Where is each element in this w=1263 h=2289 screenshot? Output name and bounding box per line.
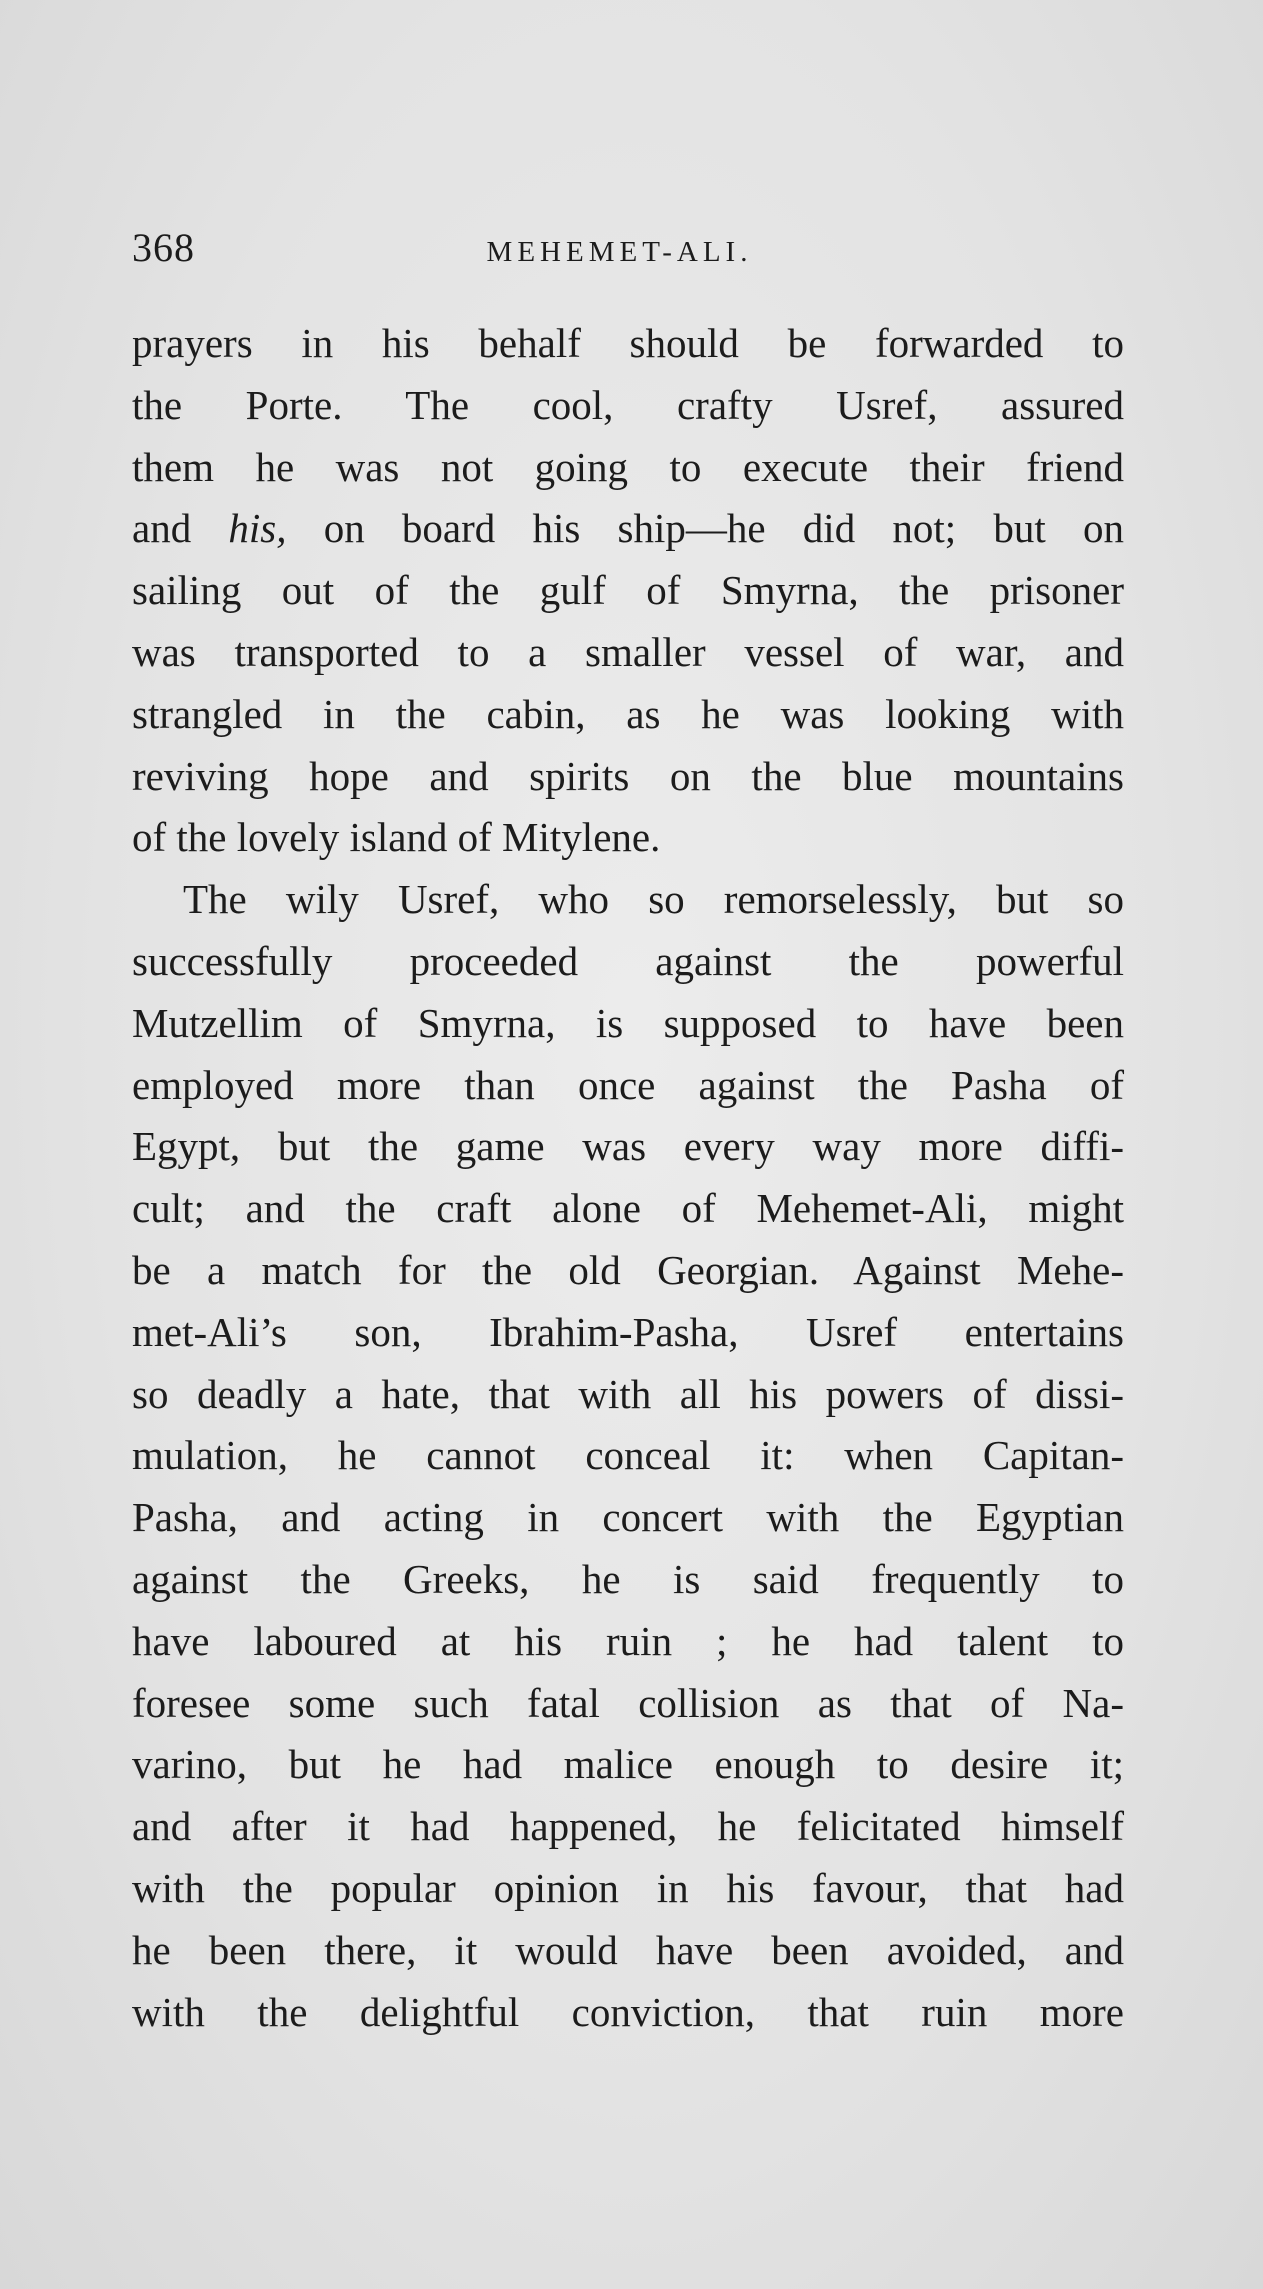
text-line: have laboured at his ruin ; he had talent to (132, 1617, 1124, 1664)
text-line: reviving hope and spirits on the blue mountains (132, 752, 1124, 799)
text-line: be a match for the old Georgian. Against Mehe- (132, 1246, 1124, 1293)
text-line: prayers in his behalf should be forwarded to (132, 320, 1124, 366)
page-number: 368 (132, 225, 195, 270)
text-line: and after it had happened, he felicitated himself (132, 1803, 1124, 1850)
text-line: sailing out of the gulf of Smyrna, the prisoner (132, 567, 1124, 614)
italic-word: his, (228, 505, 287, 552)
body-text (132, 313, 1124, 2043)
text-line: strangled in the cabin, as he was looking with (132, 690, 1124, 737)
text-line: foresee some such fatal collision as that of Na- (132, 1679, 1124, 1726)
text-line: them he was not going to execute their friend (132, 443, 1124, 490)
text-line: successfully proceeded against the powerful (132, 937, 1124, 984)
text-line: Egypt, but the game was every way more diffi- (132, 1123, 1124, 1170)
text-line: with the delightful conviction, that ruin more (132, 1988, 1124, 2035)
page-header (132, 218, 1122, 278)
text-line: varino, but he had malice enough to desire it; (132, 1741, 1124, 1788)
text-line: met-Ali’s son, Ibrahim-Pasha, Usref entertains (132, 1308, 1124, 1355)
text-segment: on board his ship—he did not; but on (286, 505, 1124, 552)
text-line: The wily Usref, who so remorselessly, but so (183, 876, 1124, 923)
text-line (132, 498, 1124, 560)
text-line: was transported to a smaller vessel of war, and (132, 628, 1124, 675)
text-line: of the lovely island of Mitylene. (132, 814, 661, 861)
text-line: employed more than once against the Pasha of (132, 1061, 1124, 1108)
text-line: against the Greeks, he is said frequently to (132, 1555, 1124, 1602)
text-line: Mutzellim of Smyrna, is supposed to have been (132, 999, 1124, 1046)
text-line: the Porte. The cool, crafty Usref, assured (132, 381, 1124, 428)
running-head: MEHEMET-ALI. (486, 236, 753, 268)
text-line: with the popular opinion in his favour, that had (132, 1864, 1124, 1911)
text-line: so deadly a hate, that with all his powers of dissi- (132, 1370, 1124, 1417)
text-segment: and (132, 505, 229, 552)
text-line: mulation, he cannot conceal it: when Capitan- (132, 1432, 1124, 1479)
text-line: Pasha, and acting in concert with the Egyptian (132, 1494, 1124, 1541)
text-line: cult; and the craft alone of Mehemet-Ali, might (132, 1185, 1124, 1232)
text-line: he been there, it would have been avoided, and (132, 1926, 1124, 1973)
